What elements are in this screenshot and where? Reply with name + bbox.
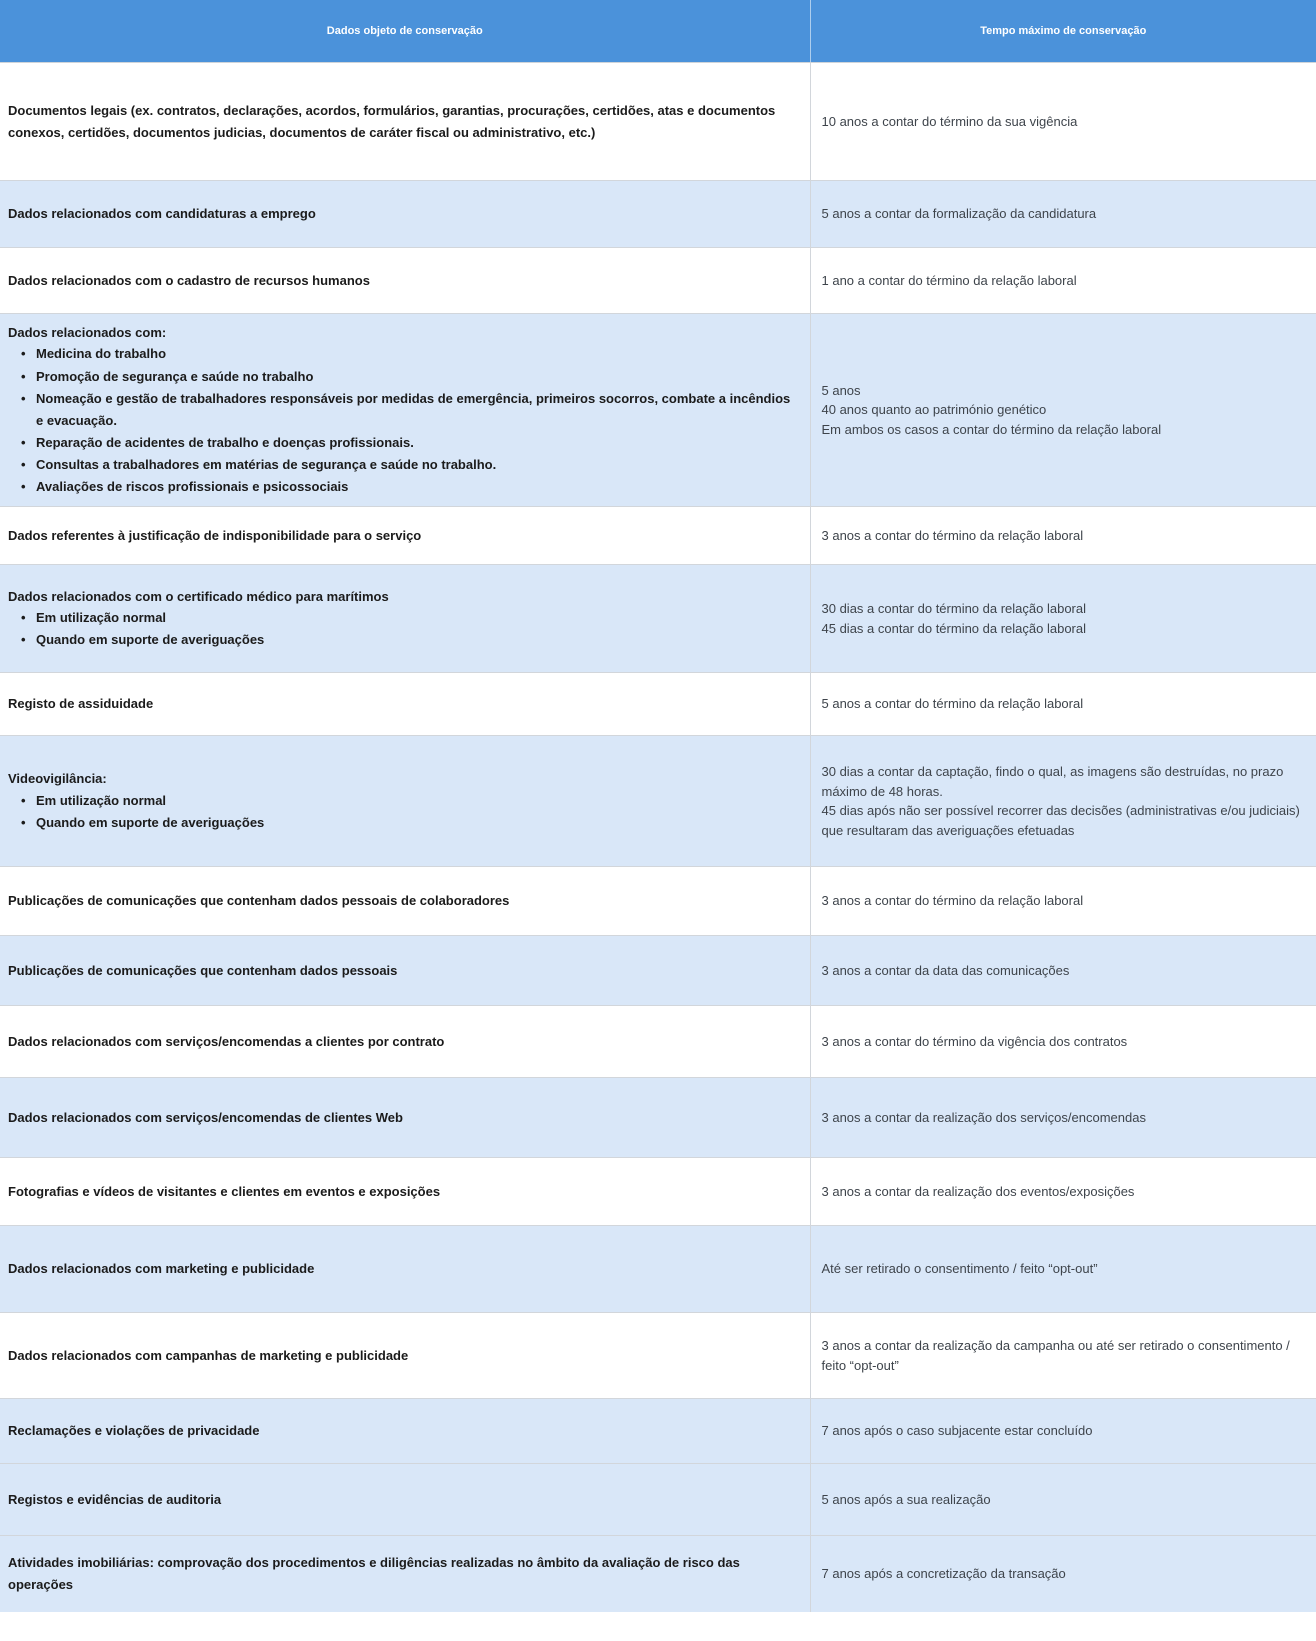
table-row [0,1464,1316,1536]
category-label: Dados referentes à justificação de indisponibilidade para o serviço [8,527,422,543]
retention-period-cell [810,736,1316,867]
retention-period-cell [810,1536,1316,1612]
table-row [0,181,1316,248]
data-category-cell [0,1464,810,1536]
table-row [0,736,1316,867]
column-header-data-object: Dados objeto de conservação [0,0,810,63]
data-category-cell [0,63,810,181]
list-item: • Reparação de acidentes de trabalho e doenças profissionais. [17,432,794,454]
data-category-cell [0,736,810,867]
table-row [0,1536,1316,1612]
category-label: Dados relacionados com serviços/encomendas a clientes por contrato [8,1033,445,1049]
retention-line: 7 anos após o caso subjacente estar concluído [821,1423,1093,1439]
retention-line: 10 anos a contar do término da sua vigência [821,113,1078,129]
retention-period-cell [810,1006,1316,1078]
list-item: • Nomeação e gestão de trabalhadores responsáveis por medidas de emergência, primeiros socorros, combate a incêndios e evacuação. [17,388,794,432]
table-row [0,248,1316,314]
category-label: Registo de assiduidade [8,696,154,712]
header-row [0,0,1316,63]
retention-line: 30 dias a contar da captação, findo o qual, as imagens são destruídas, no prazo máximo de 48 horas. [821,764,1284,799]
table-row [0,314,1316,507]
retention-line: 5 anos [821,382,861,398]
retention-line: 1 ano a contar do término da relação laboral [821,272,1077,288]
list-item: • Em utilização normal [17,790,794,812]
category-label: Videovigilância: [8,771,107,787]
retention-period-cell [810,1158,1316,1226]
data-category-cell [0,673,810,736]
table-body [0,63,1316,1612]
retention-line: Até ser retirado o consentimento / feito “opt-out” [821,1261,1098,1277]
data-category-cell [0,1313,810,1399]
category-label: Dados relacionados com o certificado médico para marítimos [8,588,389,604]
category-label: Reclamações e violações de privacidade [8,1423,260,1439]
list-item: • Em utilização normal [17,607,794,629]
category-label: Publicações de comunicações que contenham dados pessoais [8,962,398,978]
table-row [0,63,1316,181]
retention-line: 3 anos a contar do término da vigência dos contratos [821,1033,1128,1049]
table-row [0,507,1316,565]
retention-line: 3 anos a contar do término da relação laboral [821,893,1084,909]
retention-line: 3 anos a contar da realização dos eventos/exposições [821,1183,1135,1199]
category-bullet-list [8,790,794,834]
retention-line: 5 anos após a sua realização [821,1491,991,1507]
category-label: Documentos legais (ex. contratos, declarações, acordos, formulários, garantias, procurações, certidões, atas e documentos conexos, certidões, documentos judicias, documentos de caráter fiscal ou administrativo, etc.) [8,103,776,140]
retention-period-cell [810,181,1316,248]
data-category-cell [0,565,810,673]
retention-line: 7 anos após a concretização da transação [821,1566,1066,1582]
table-row [0,565,1316,673]
data-category-cell [0,314,810,507]
retention-line: 3 anos a contar da data das comunicações [821,962,1070,978]
retention-period-cell [810,936,1316,1006]
data-category-cell [0,867,810,936]
category-label: Dados relacionados com candidaturas a emprego [8,206,316,222]
data-category-cell [0,1006,810,1078]
data-category-cell [0,1158,810,1226]
data-category-cell [0,1536,810,1612]
retention-period-cell [810,1313,1316,1399]
data-category-cell [0,1226,810,1313]
list-item: • Quando em suporte de averiguações [17,629,794,651]
retention-period-cell [810,63,1316,181]
data-category-cell [0,248,810,314]
retention-line: 5 anos a contar da formalização da candidatura [821,206,1097,222]
retention-period-cell [810,507,1316,565]
category-label: Registos e evidências de auditoria [8,1491,222,1507]
retention-line: 5 anos a contar do término da relação laboral [821,696,1084,712]
retention-line: 3 anos a contar da realização da campanha ou até ser retirado o consentimento / feito “opt-out” [821,1338,1290,1373]
category-label: Publicações de comunicações que contenham dados pessoais de colaboradores [8,893,510,909]
data-category-cell [0,1399,810,1464]
category-label: Dados relacionados com: [8,325,167,340]
retention-period-cell [810,867,1316,936]
retention-line: 40 anos quanto ao património genético [821,402,1047,418]
retention-period-cell [810,314,1316,507]
retention-period-cell [810,1078,1316,1158]
retention-period-cell [810,565,1316,673]
table-row [0,1078,1316,1158]
table-row [0,936,1316,1006]
retention-line: 3 anos a contar do término da relação laboral [821,527,1084,543]
retention-line: 45 dias a contar do término da relação laboral [821,620,1086,636]
data-category-cell [0,1078,810,1158]
list-item: • Avaliações de riscos profissionais e psicossociais [17,476,794,498]
column-header-retention-time: Tempo máximo de conservação [810,0,1316,63]
table-row [0,867,1316,936]
retention-period-cell [810,1226,1316,1313]
list-item: • Promoção de segurança e saúde no trabalho [17,366,794,388]
table-row [0,1313,1316,1399]
list-item: • Quando em suporte de averiguações [17,812,794,834]
retention-period-cell [810,673,1316,736]
data-category-cell [0,936,810,1006]
data-category-cell [0,181,810,248]
list-item: • Consultas a trabalhadores em matérias de segurança e saúde no trabalho. [17,454,794,476]
table-row [0,1006,1316,1078]
category-bullet-list [8,607,794,651]
category-label: Atividades imobiliárias: comprovação dos procedimentos e diligências realizadas no âmbito da avaliação de risco das operações [8,1555,740,1592]
list-item: • Medicina do trabalho [17,343,794,365]
table-row [0,1226,1316,1313]
category-label: Dados relacionados com o cadastro de recursos humanos [8,272,370,288]
category-label: Dados relacionados com marketing e publicidade [8,1261,315,1277]
retention-line: Em ambos os casos a contar do término da relação laboral [821,421,1162,437]
table-row [0,1399,1316,1464]
data-category-cell [0,507,810,565]
retention-period-cell [810,1399,1316,1464]
category-label: Dados relacionados com campanhas de marketing e publicidade [8,1347,409,1363]
retention-line: 30 dias a contar do término da relação laboral [821,601,1086,617]
category-bullet-list [8,343,794,498]
retention-line: 3 anos a contar da realização dos serviços/encomendas [821,1109,1146,1125]
category-label: Fotografias e vídeos de visitantes e clientes em eventos e exposições [8,1183,441,1199]
table-row [0,673,1316,736]
retention-line: 45 dias após não ser possível recorrer das decisões (administrativas e/ou judiciais) que resultaram das averiguações efetuadas [821,803,1300,838]
category-label: Dados relacionados com serviços/encomendas de clientes Web [8,1109,403,1125]
table-row [0,1158,1316,1226]
retention-period-cell [810,248,1316,314]
retention-period-cell [810,1464,1316,1536]
